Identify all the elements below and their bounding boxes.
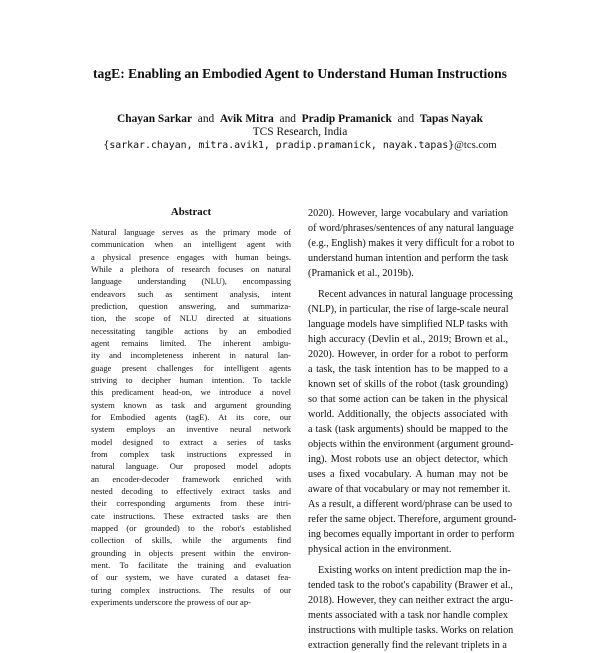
abstract-line: endeavors such as sentiment analysis, intent [91, 288, 291, 299]
author-4: Tapas Nayak [419, 113, 483, 125]
body-line: refer the same object. Therefore, argument ground- [308, 514, 517, 525]
body-line: (Pramanick et al., 2019b). [308, 268, 414, 279]
abstract-line: turing complex instructions. The results of our [91, 584, 291, 595]
abstract-line: tion, the scope of NLU directed at situations [91, 313, 291, 324]
body-paragraph [308, 287, 517, 557]
abstract-body [91, 226, 291, 608]
paper-title: tagE: Enabling an Embodied Agent to Understand Human Instructions [93, 66, 507, 81]
abstract-line: communication when an intelligent agent with [91, 239, 291, 250]
body-line: world. Additionally, the objects associated with [308, 409, 508, 420]
email-handles: {sarkar.chayan, mitra.avik1, pradip.pramanick, nayak.tapas} [103, 140, 455, 151]
abstract-line: language understanding (NLU), encompassing [91, 276, 291, 287]
abstract-line: system employs an inventive neural network [91, 424, 291, 435]
abstract-line: an encoder-decoder framework enriched with [91, 473, 291, 484]
body-line: 2018). However, they can neither extract the argu- [308, 595, 514, 606]
abstract-line: mapped (or grounded) to the robot's established [91, 522, 291, 533]
body-line: As a result, a different word/phrase can be used to [308, 499, 513, 510]
body-line: extraction generally find the relevant triplets in a [308, 640, 507, 651]
email-domain: @tcs.com [454, 140, 497, 151]
abstract-line: experiments underscore the prowess of our ap- [91, 596, 251, 607]
abstract-heading: Abstract [170, 206, 212, 218]
body-line: aware of that vocabulary or may not remember it. [308, 484, 511, 495]
abstract-line: grounding in objects present within the environ- [91, 547, 291, 558]
body-line: ing). Most robots use an object detector, which [308, 454, 508, 465]
body-line: instructions with multiple tasks. Works on relation [308, 625, 514, 636]
body-paragraph [308, 563, 514, 653]
abstract-line: ment. To facilitate the training and evaluation [91, 559, 291, 570]
body-line: Recent advances in natural language processing [318, 289, 513, 300]
author-sep: and [279, 113, 296, 125]
body-line: of word/phrases/sentences of any natural language [308, 223, 514, 234]
abstract-line: model designed to extract a series of tasks [91, 436, 291, 447]
body-line: a task (task arguments) should be mapped to the [308, 424, 508, 435]
body-line: tended task to the robot's capability (Brawer et al., [308, 580, 513, 591]
abstract-line: their corresponding arguments from these intri- [91, 498, 291, 509]
abstract-line: system known as task and argument grounding [91, 399, 291, 410]
intro-column [308, 206, 517, 653]
body-line: understand human intention and perform the task [308, 253, 509, 264]
author-emails [0, 140, 600, 151]
abstract-line: ity and incompleteness inherent in natural lan- [91, 350, 291, 361]
abstract-line: collection of skills, while the arguments find [91, 535, 291, 546]
body-line: Existing works on intent prediction map the in- [318, 565, 511, 576]
body-paragraph [308, 206, 515, 281]
body-line: objects within the environment (argument ground- [308, 439, 514, 450]
abstract-line: Natural language serves as the primary mode of [91, 227, 291, 237]
abstract-line: of our system, we have curated a dataset fea- [91, 572, 291, 583]
abstract-line: agent remains limited. The inherent ambigu- [91, 337, 291, 348]
body-line: ments associated with a task nor handle complex [308, 610, 508, 621]
body-line: 2020). However, in order for a robot to perform [308, 349, 508, 360]
author-sep: and [197, 113, 215, 125]
body-line: uses a fixed vocabulary. A human may not be [308, 469, 508, 480]
abstract-line: While a plethora of research focuses on natural [91, 263, 291, 274]
abstract-line: this predicament head-on, we introduce a novel [91, 387, 291, 398]
author-3: Pradip Pramanick [301, 113, 392, 125]
body-line: so that some action can be taken in the physical [308, 394, 508, 405]
abstract-line: from complex task instructions expressed in [91, 448, 291, 459]
body-line: 2020). However, large vocabulary and variation [308, 208, 508, 219]
author-1: Chayan Sarkar [117, 113, 193, 125]
affiliation: TCS Research, India [252, 126, 348, 138]
body-line: (e.g., English) makes it very difficult for a robot to [308, 238, 515, 249]
body-line: ing becomes equally important in order to perform [308, 529, 515, 540]
author-sep: and [397, 113, 415, 125]
body-line: physical action in the environment. [308, 544, 452, 555]
abstract-line: natural language. Our proposed model adopts [91, 461, 291, 472]
body-line: high accuracy (Devlin et al., 2019; Brown et al., [308, 334, 508, 345]
abstract-line: guage present challenges for intelligent agents [91, 362, 291, 373]
body-line: a task, the task intention has to be mapped to a [308, 364, 508, 375]
abstract-line: a physical presence engages with human beings. [91, 251, 291, 262]
body-line: known set of skills of the robot (task grounding) [308, 379, 508, 390]
abstract-line: prediction, question answering, and summariza- [91, 300, 291, 311]
abstract-line: striving to decipher human intention. To tackle [91, 374, 291, 385]
author-list [0, 113, 600, 125]
abstract-line: necessitating tangible actions by an embodied [91, 325, 291, 336]
abstract-line: cate instructions. These extracted tasks are then [91, 510, 291, 521]
body-line: language models have simplified NLP tasks with [308, 319, 508, 330]
abstract-line: nested decoding to effectively extract tasks and [91, 485, 291, 496]
body-line: (NLP), in particular, the rise of large-scale neural [308, 304, 509, 315]
abstract-line: for Embodied agents (tagE). At its core, our [91, 411, 291, 422]
author-2: Avik Mitra [219, 113, 274, 125]
